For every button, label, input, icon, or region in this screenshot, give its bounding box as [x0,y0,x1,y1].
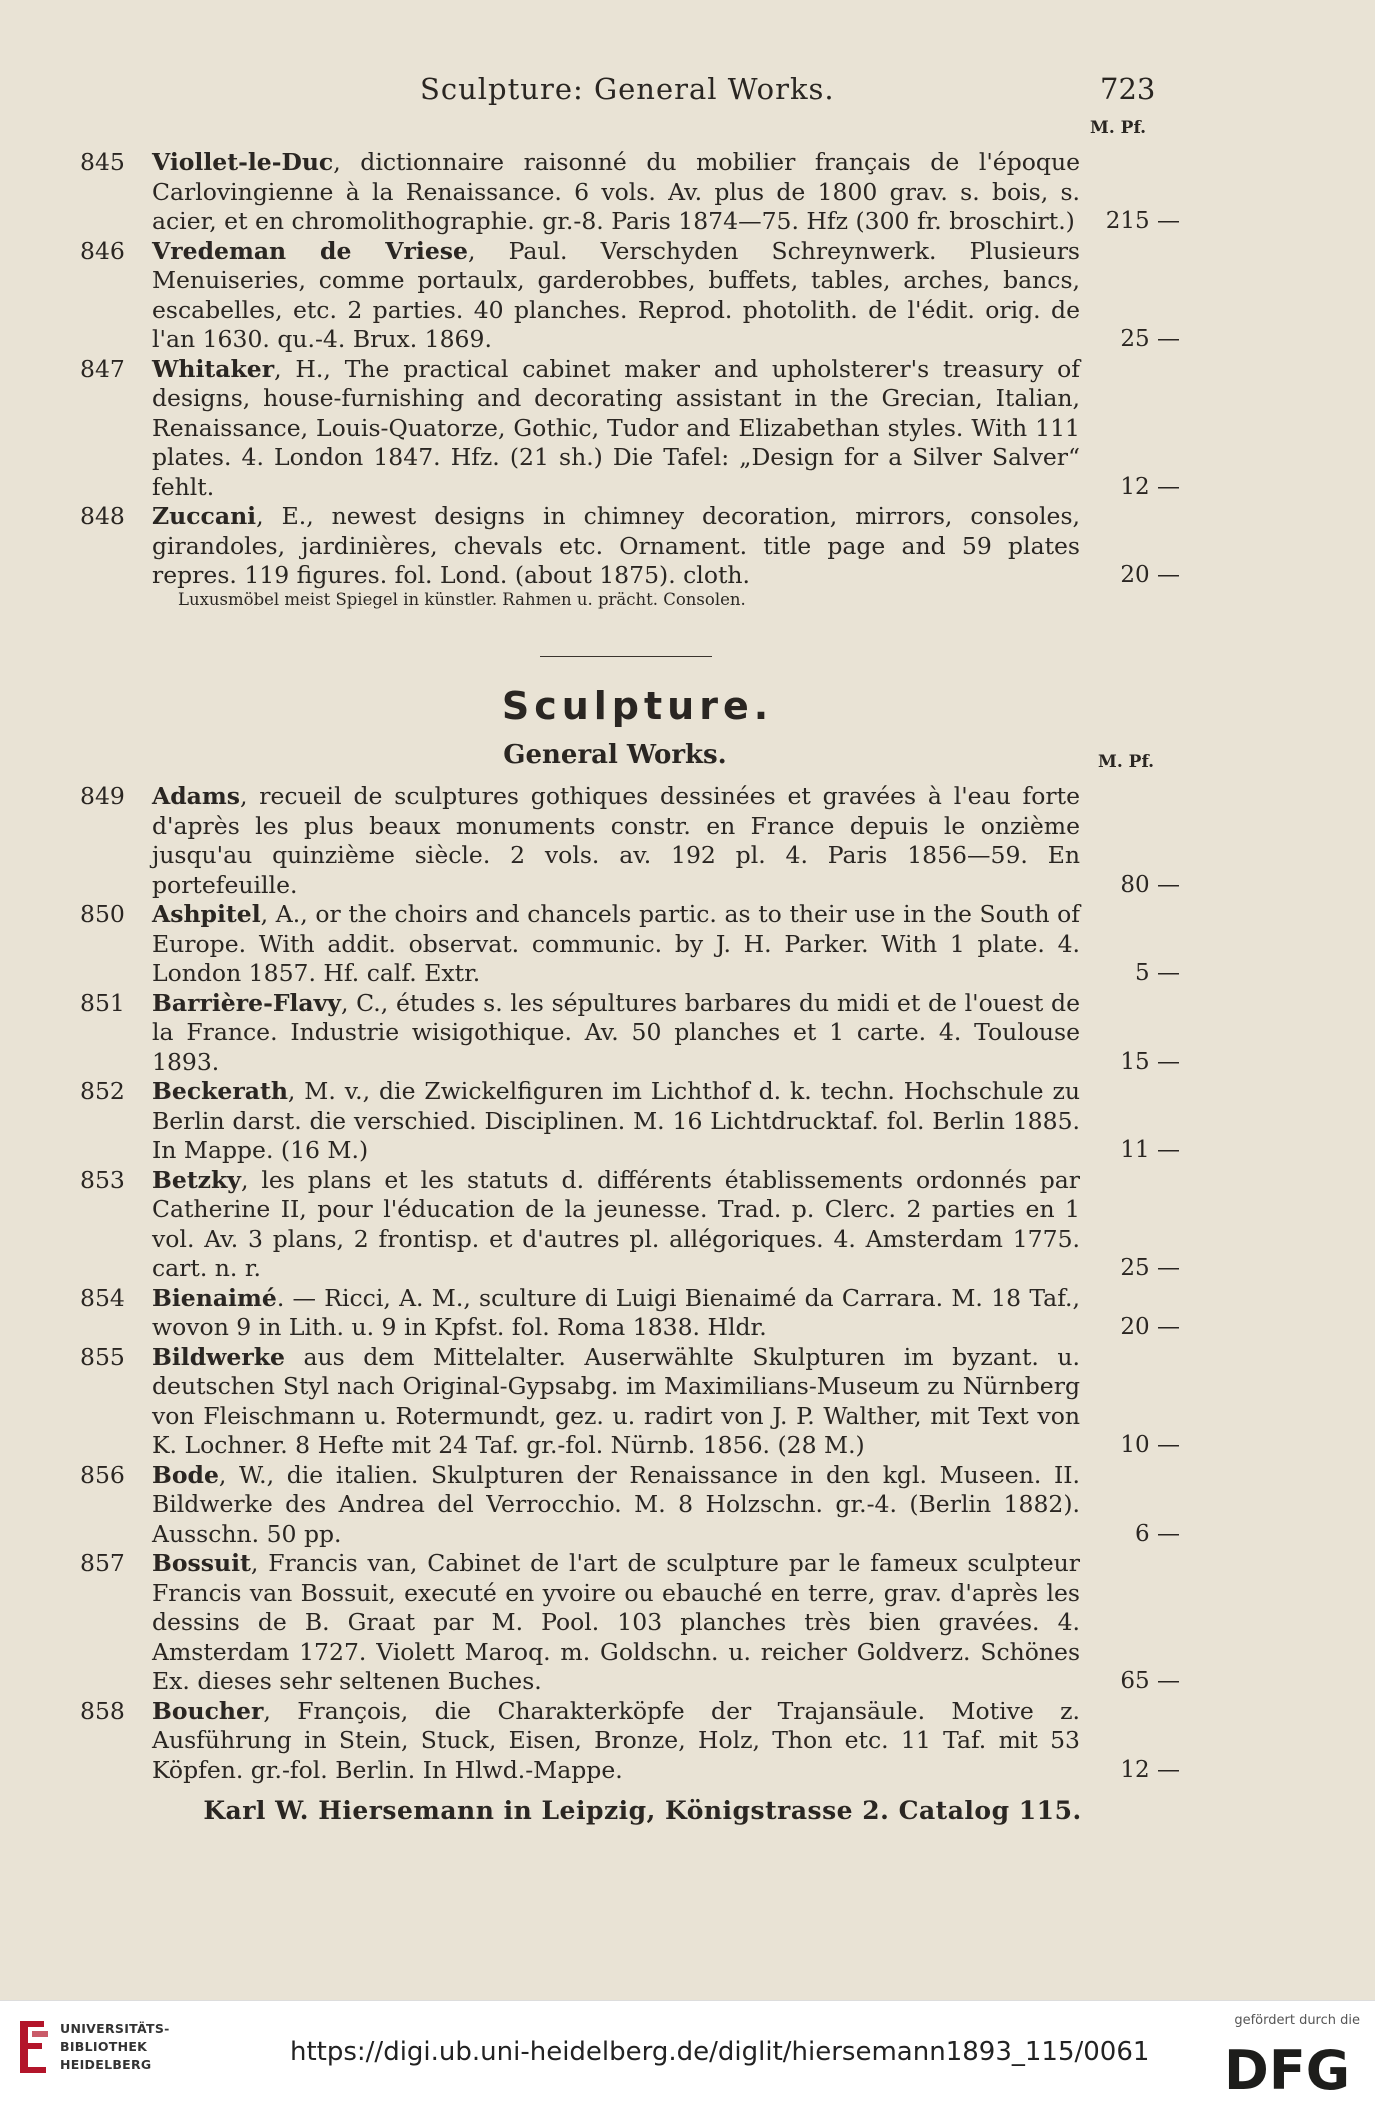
page-number: 723 [1100,72,1156,106]
section-divider [540,656,712,657]
entry-price: 80 — [1120,871,1180,898]
running-title: Sculpture: General Works. [420,72,835,106]
catalog-entry [80,502,1180,591]
price-column-heading-section: M. Pf. [1098,752,1155,772]
catalog-entry [80,782,1180,900]
entry-author: Bienaimé [152,1283,277,1312]
entry-number: 852 [80,1077,125,1105]
entry-author: Betzky [152,1165,241,1194]
entry-text [152,502,1080,591]
logo-line-2: BIBLIOTHEK [60,2039,148,2054]
entry-text [152,989,1080,1078]
logo-line-3: HEIDELBERG [60,2057,152,2072]
entry-author: Bildwerke [152,1342,285,1371]
catalog-entry [80,1461,1180,1550]
catalog-entry [80,1343,1180,1461]
price-column-heading: M. Pf. [1090,118,1147,138]
permalink-url[interactable]: https://digi.ub.uni-heidelberg.de/diglit/hiersemann1893_115/0061 [290,2037,1150,2067]
catalog-entry [80,1166,1180,1284]
entry-text [152,355,1080,503]
entry-number: 845 [80,148,125,176]
entry-price: 25 — [1120,326,1180,352]
entry-description: , E., newest designs in chimney decoration, mirrors, consoles, girandoles, jardinières, chevals etc. Ornament. title page and 59 plates repres. 119 figures. fol. Lond. (about 1875). cloth. [152,502,1080,589]
entry-text [152,1077,1080,1166]
entry-description: , les plans et les statuts d. différents établissements ordonnés par Catherine II, pour l'éducation de la jeunesse. Trad. p. Clerc. 2 parties en 1 vol. Av. 3 plans, 2 frontisp. et d'autres pl. allégoriques. 4. Amsterdam 1775. cart. n. r. [152,1165,1080,1282]
entry-text [152,237,1080,355]
entry-author: Barrière-Flavy [152,988,341,1017]
entry-price: 12 — [1120,473,1180,500]
entry-text [152,1284,1080,1343]
entry-note: Luxusmöbel meist Spiegel in künstler. Rahmen u. prächt. Consolen. [178,589,746,609]
entry-description: , A., or the choirs and chancels partic. as to their use in the South of Europe. With addit. observat. communic. by J. H. Parker. With 1 plate. 4. London 1857. Hf. calf. Extr. [152,900,1080,987]
entry-author: Zuccani [152,502,257,530]
entry-number: 850 [80,900,125,928]
entry-number: 848 [80,502,125,530]
entry-price: 65 — [1120,1668,1180,1694]
page-header [0,72,1375,112]
entry-description: , M. v., die Zwickelfiguren im Lichthof d. k. techn. Hochschule zu Berlin darst. die verschied. Disciplinen. M. 16 Lichtdrucktaf. fol. Berlin 1885. In Mappe. (16 M.) [152,1077,1080,1164]
entry-text [152,900,1080,989]
funder-logo[interactable] [1220,2013,1370,2099]
entry-price: 15 — [1120,1048,1180,1075]
entry-text [152,782,1080,900]
entry-text [152,1343,1080,1461]
entry-number: 853 [80,1165,125,1194]
entry-number: 849 [80,782,125,810]
entry-author: Bode [152,1460,219,1489]
entry-author: Viollet-le-Duc [152,148,334,176]
entry-author: Beckerath [152,1077,288,1105]
entry-number: 856 [80,1460,125,1489]
publisher-footer: Karl W. Hiersemann in Leipzig, Königstrasse 2. Catalog 115. [203,1796,1082,1825]
entry-description: , Francis van, Cabinet de l'art de sculpture par le fameux sculpteur Francis van Bossuit, executé en yvoire ou ebauché en terre, grav. d'après les dessins de B. Graat par M. Pool. 103 planches très bien gravées. 4. Amsterdam 1727. Violett Maroq. m. Goldschn. u. reicher Goldverz. Schönes Ex. dieses sehr seltenen Buches. [152,1549,1080,1695]
entry-description: aus dem Mittelalter. Auserwählte Skulpturen im byzant. u. deutschen Styl nach Original-Gypsabg. im Maximilians-Museum zu Nürnberg von Fleischmann u. Rotermundt, gez. u. radirt von J. P. Walther, mit Text von K. Lochner. 8 Hefte mit 24 Taf. gr.-fol. Nürnb. 1856. (28 M.) [152,1342,1080,1459]
entry-price: 215 — [1105,208,1180,234]
logo-line-1: UNIVERSITÄTS- [60,2021,170,2036]
entry-number: 851 [80,988,125,1017]
entry-number: 855 [80,1342,125,1371]
catalog-entry [80,1549,1180,1697]
entry-author: Vredeman de Vriese [152,236,468,265]
entry-number: 854 [80,1283,125,1312]
entry-number: 857 [80,1549,125,1577]
entry-description: , Paul. Verschyden Schreynwerk. Plusieurs Menuiseries, comme portaulx, garderobbes, buffets, tables, arches, bancs, escabelles, etc. 2 parties. 40 planches. Reprod. photolith. de l'édit. orig. de l'an 1630. qu.-4. Brux. 1869. [152,236,1080,353]
entry-price: 20 — [1120,1314,1180,1340]
entry-price: 6 — [1135,1520,1180,1547]
entry-description: , dictionnaire raisonné du mobilier français de l'époque Carlovingienne à la Renaissance. 6 vols. Av. plus de 1800 grav. s. bois, s. acier, et en chromolithographie. gr.-8. Paris 1874—75. Hfz (300 fr. broschirt.) [152,148,1080,235]
library-emblem-icon [14,2017,52,2077]
viewer-bar [0,2000,1375,2103]
catalog-entry [80,1284,1180,1343]
entry-number: 846 [80,236,125,265]
entry-author: Whitaker [152,354,275,383]
entry-text [152,148,1080,237]
entry-description: , W., die italien. Skulpturen der Renaissance in den kgl. Museen. II. Bildwerke des Andrea del Verrocchio. M. 8 Holzschn. gr.-4. (Berlin 1882). Ausschn. 50 pp. [152,1460,1080,1548]
library-logo[interactable] [14,2015,184,2085]
entry-price: 20 — [1120,562,1180,588]
entry-price: 12 — [1120,1756,1180,1783]
dfg-logo-icon [1220,2037,1360,2097]
entry-description: , C., études s. les sépultures barbares du midi et de l'ouest de la France. Industrie wisigothique. Av. 50 planches et 1 carte. 4. Toulouse 1893. [152,988,1080,1076]
entry-text [152,1461,1080,1550]
catalog-entry [80,355,1180,503]
entry-author: Bossuit [152,1549,251,1577]
entry-description: , H., The practical cabinet maker and upholsterer's treasury of designs, house-furnishing and decorating assistant in the Grecian, Italian, Renaissance, Louis-Quatorze, Gothic, Tudor and Elizabethan styles. With 111 plates. 4. London 1847. Hfz. (21 sh.) Die Tafel: „Design for a Silver Salver“ fehlt. [152,354,1080,501]
entry-description: , recueil de sculptures gothiques dessinées et gravées à l'eau forte d'après les plus beaux monuments constr. en France depuis le onzième jusqu'au quinzième siècle. 2 vols. av. 192 pl. 4. Paris 1856—59. En portefeuille. [152,782,1080,899]
entry-number: 847 [80,354,125,383]
catalog-entry [80,900,1180,989]
catalog-entry [80,989,1180,1078]
catalog-entry [80,1077,1180,1166]
entry-price: 5 — [1135,960,1180,986]
entry-author: Boucher [152,1696,264,1725]
catalog-entry [80,148,1180,237]
entry-price: 11 — [1120,1137,1180,1163]
entry-text [152,1549,1080,1697]
entry-price: 25 — [1120,1255,1180,1281]
catalog-entry [80,237,1180,355]
entry-number: 858 [80,1696,125,1725]
entry-author: Ashpitel [152,900,261,928]
entries-sculpture [80,782,1180,1785]
entry-description: , François, die Charakterköpfe der Trajansäule. Motive z. Ausführung in Stein, Stuck, Eisen, Bronze, Holz, Thon etc. 11 Taf. mit 53 Köpfen. gr.-fol. Berlin. In Hlwd.-Mappe. [152,1696,1080,1784]
entry-author: Adams [152,782,240,810]
catalog-entry [80,1697,1180,1786]
entries-furniture [80,148,1180,611]
dfg-logo-text: DFG [1224,2039,1351,2097]
entry-text [152,1166,1080,1284]
entry-text [152,1697,1080,1786]
entry-price: 10 — [1120,1432,1180,1458]
subsection-title: General Works. [503,740,727,770]
entry-description: . — Ricci, A. M., sculture di Luigi Bienaimé da Carrara. M. 18 Taf., wovon 9 in Lith. u. 9 in Kpfst. fol. Roma 1838. Hldr. [152,1283,1080,1341]
funder-caption: gefördert durch die [1234,2013,1360,2028]
section-title: Sculpture. [501,684,774,728]
